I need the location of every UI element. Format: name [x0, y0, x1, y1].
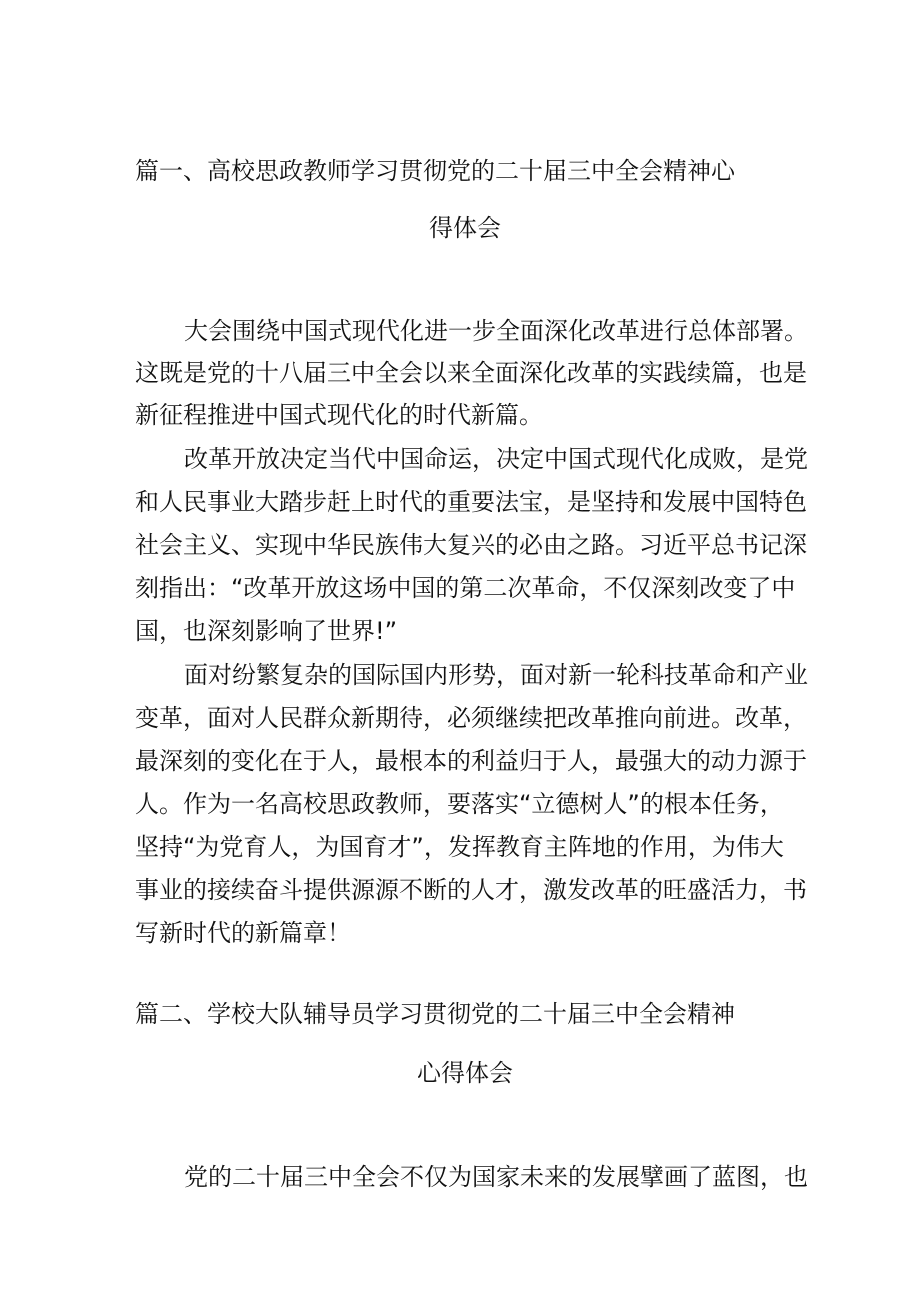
section1-paragraph2-line5: 国，也深刻影响了世界!” — [135, 617, 398, 645]
section1-paragraph1-line1: 大会围绕中国式现代化进一步全面深化改革进行总体部署。 — [184, 317, 808, 345]
section1-paragraph3-line3: 最深刻的变化在于人，最根本的利益归于人，最强大的动力源于 — [135, 747, 807, 775]
section2-title-line1: 篇二、学校大队辅导员学习贯彻党的二十届三中全会精神 — [135, 1000, 735, 1028]
section1-paragraph3-line2: 变革，面对人民群众新期待，必须继续把改革推向前进。改革， — [135, 704, 807, 732]
section1-title-line2: 得体会 — [429, 214, 501, 242]
section1-paragraph3-line6: 事业的接续奋斗提供源源不断的人才，激发改革的旺盛活力，书 — [135, 876, 807, 904]
section1-paragraph2-line2: 和人民事业大踏步赶上时代的重要法宝，是坚持和发展中国特色 — [135, 488, 807, 516]
section1-paragraph2-line1: 改革开放决定当代中国命运，决定中国式现代化成败，是党 — [184, 445, 808, 473]
section1-paragraph1-line2: 这既是党的十八届三中全会以来全面深化改革的实践续篇，也是 — [135, 359, 807, 387]
section1-paragraph3-line5: 坚持“为党育人，为国育才”，发挥教育主阵地的作用，为伟大 — [135, 833, 784, 861]
section1-paragraph3-line7: 写新时代的新篇章！ — [135, 919, 351, 947]
section1-paragraph1-line3: 新征程推进中国式现代化的时代新篇。 — [135, 401, 543, 429]
section1-paragraph3-line4: 人。作为一名高校思政教师，要落实“立德树人”的根本任务， — [135, 790, 784, 818]
section2-paragraph1-line1: 党的二十届三中全会不仅为国家未来的发展擘画了蓝图，也 — [184, 1163, 808, 1191]
section1-title-line1: 篇一、高校思政教师学习贯彻党的二十届三中全会精神心 — [135, 157, 735, 185]
section1-paragraph3-line1: 面对纷繁复杂的国际国内形势，面对新一轮科技革命和产业 — [184, 661, 808, 689]
section1-paragraph2-line3: 社会主义、实现中华民族伟大复兴的必由之路。习近平总书记深 — [135, 531, 807, 559]
section1-paragraph2-line4: 刻指出：“改革开放这场中国的第二次革命，不仅深刻改变了中 — [135, 574, 796, 602]
section2-title-line2: 心得体会 — [417, 1059, 513, 1087]
